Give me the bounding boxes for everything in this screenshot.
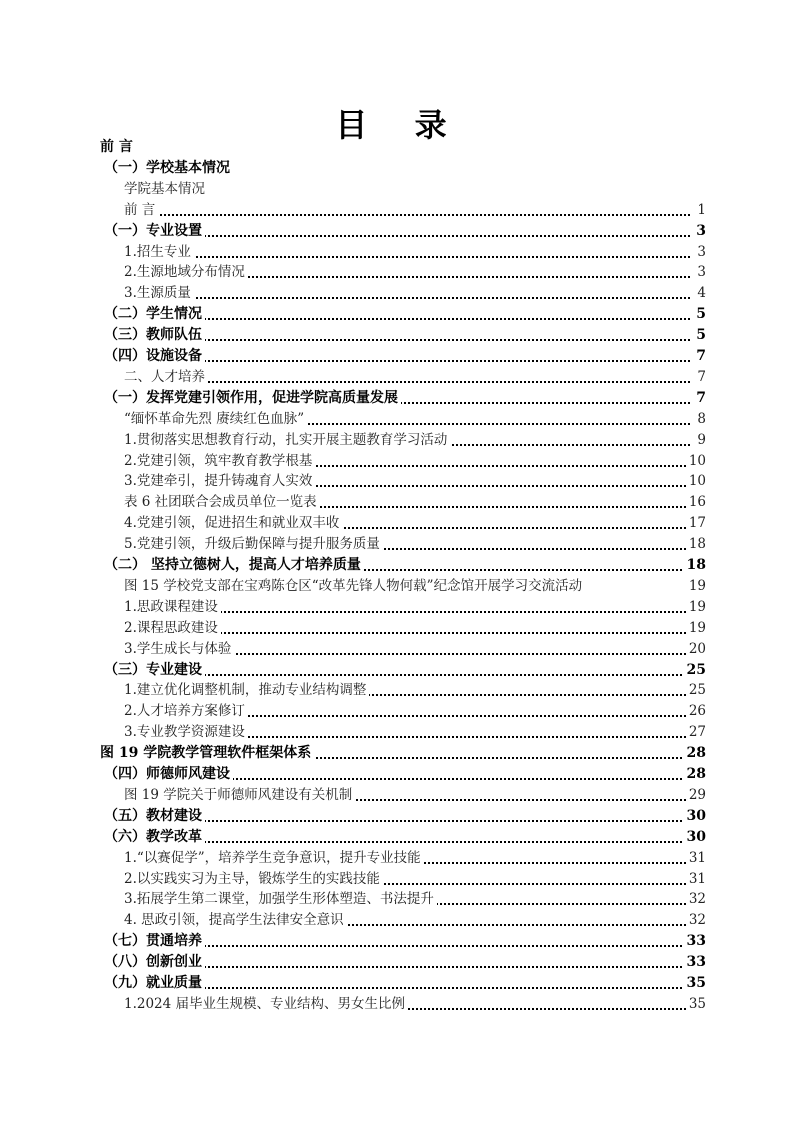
- toc-page-number: 19: [686, 576, 706, 597]
- toc-entry-title: 1.贯彻落实思想教育行动，扎实开展主题教育学习活动: [124, 430, 450, 451]
- toc-page-number: 28: [684, 764, 706, 785]
- toc-entry[interactable]: [0, 325, 800, 346]
- toc-entry[interactable]: [0, 555, 800, 576]
- toc-entry-title: （一）专业设置: [104, 221, 205, 242]
- toc-page-number: 28: [684, 743, 706, 764]
- toc-page-number: 3: [694, 262, 706, 283]
- toc-entry-title: （四）师德师风建设: [104, 764, 233, 785]
- toc-entry[interactable]: [0, 451, 800, 472]
- toc-page-number: 19: [686, 597, 706, 618]
- toc-page-number: 10: [686, 471, 706, 492]
- toc-page-number: 3: [693, 221, 706, 242]
- toc-page-number: 7: [694, 367, 706, 388]
- toc-page-number: 30: [684, 806, 706, 827]
- toc-entry-title: 学院基本情况: [124, 179, 208, 200]
- toc-entry[interactable]: [0, 680, 800, 701]
- toc-entry-title: 1.建立优化调整机制，推动专业结构调整: [124, 680, 369, 701]
- toc-entry-title: 图 19 学院关于师德师风建设有关机制: [124, 785, 355, 806]
- toc-entry-title: （三）专业建设: [104, 660, 205, 681]
- toc-page-number: 4: [694, 283, 706, 304]
- toc-entry[interactable]: [0, 889, 800, 910]
- toc-dot-leader: [124, 214, 690, 216]
- toc-entry-title: “缅怀革命先烈 赓续红色血脉”: [124, 409, 307, 430]
- toc-entry-title: （九）就业质量: [104, 973, 205, 994]
- toc-page-number: 31: [686, 869, 706, 890]
- toc-entry-title: （六）教学改革: [104, 827, 205, 848]
- toc-page-number: 18: [684, 555, 706, 576]
- toc-entry[interactable]: [0, 242, 800, 263]
- toc-entry-title: （二） 坚持立德树人，提高人才培养质量: [104, 555, 364, 576]
- toc-page-number: 33: [684, 931, 706, 952]
- toc-dot-leader: [124, 297, 690, 299]
- toc-entry[interactable]: [0, 597, 800, 618]
- toc-entry-title: （五）教材建设: [104, 806, 205, 827]
- toc-entry-title: 前 言: [124, 200, 158, 221]
- toc-entry[interactable]: [0, 367, 800, 388]
- toc-entry-title: 2.人才培养方案修订: [124, 701, 248, 722]
- toc-entry-title: 4. 思政引领，提高学生法律安全意识: [124, 910, 347, 931]
- toc-entry-title: 4.党建引领，促进招生和就业双丰收: [124, 513, 342, 534]
- toc-entry[interactable]: [0, 764, 800, 785]
- toc-entry[interactable]: [0, 618, 800, 639]
- toc-entry[interactable]: [0, 910, 800, 931]
- toc-entry[interactable]: [0, 848, 800, 869]
- toc-entry-title: （二）学生情况: [104, 304, 205, 325]
- toc-page-number: 1: [694, 200, 706, 221]
- toc-entry-title: 5.党建引领，升级后勤保障与提升服务质量: [124, 534, 383, 555]
- toc-page-number: 3: [694, 242, 706, 263]
- toc-page-number: 9: [694, 430, 706, 451]
- toc-entry-title: 3.拓展学生第二课堂，加强学生形体塑造、书法提升: [124, 889, 437, 910]
- toc-page-number: 31: [686, 848, 706, 869]
- toc-entry-title: 图 15 学校党支部在宝鸡陈仓区“改革先锋人物何载”纪念馆开展学习交流活动: [124, 576, 585, 597]
- toc-page-number: 35: [686, 994, 706, 1015]
- toc-entry-title: 表 6 社团联合会成员单位一览表: [124, 492, 320, 513]
- toc-page-number: 10: [686, 451, 706, 472]
- toc-entry[interactable]: [0, 388, 800, 409]
- toc-entry[interactable]: [0, 283, 800, 304]
- toc-entry-title: 2.以实践实习为主导，锻炼学生的实践技能: [124, 869, 383, 890]
- toc-page-number: 16: [686, 492, 706, 513]
- toc-dot-leader: [124, 381, 690, 383]
- toc-entry[interactable]: [0, 262, 800, 283]
- toc-entry-title: 2.课程思政建设: [124, 618, 221, 639]
- toc-entry[interactable]: [0, 722, 800, 743]
- page-title: 目 录: [335, 106, 465, 144]
- toc-entry-title: （七）贯通培养: [104, 931, 205, 952]
- toc-entry-title: （一）发挥党建引领作用，促进学院高质量发展: [104, 388, 401, 409]
- toc-entry-title: 1.“以赛促学”，培养学生竞争意识，提升专业技能: [124, 848, 424, 869]
- toc-page-number: 29: [686, 785, 706, 806]
- toc-entry-title: 1.2024 届毕业生规模、专业结构、男女生比例: [124, 994, 408, 1015]
- toc-entry-title: 3.党建牵引，提升铸魂育人实效: [124, 471, 315, 492]
- toc-entry-title: （八）创新创业: [104, 952, 205, 973]
- toc-entry[interactable]: [0, 346, 800, 367]
- toc-entry[interactable]: [0, 200, 800, 221]
- toc-entry-title: 1.招生专业: [124, 242, 194, 263]
- toc-entry[interactable]: [0, 471, 800, 492]
- toc-page-number: 19: [686, 618, 706, 639]
- toc-entry[interactable]: [0, 701, 800, 722]
- toc-page-number: 18: [686, 534, 706, 555]
- toc-entry-title: 3.学生成长与体验: [124, 639, 234, 660]
- toc-entry[interactable]: [0, 430, 800, 451]
- toc-entry[interactable]: [0, 179, 800, 200]
- toc-page-number: 7: [693, 346, 706, 367]
- toc-page-number: 8: [694, 409, 706, 430]
- toc-entry[interactable]: [0, 785, 800, 806]
- toc-page-number: 25: [686, 680, 706, 701]
- toc-page-number: 27: [686, 722, 706, 743]
- toc-entry-title: 前 言: [100, 137, 136, 158]
- toc-entry-title: 二、人才培养: [124, 367, 208, 388]
- toc-entry-title: （一）学校基本情况: [104, 158, 233, 179]
- toc-entry[interactable]: [0, 827, 800, 848]
- toc-entry[interactable]: [0, 137, 800, 158]
- toc-entry[interactable]: [0, 973, 800, 994]
- toc-entry-title: （四）设施设备: [104, 346, 205, 367]
- toc-page-number: 5: [693, 325, 706, 346]
- toc-entry[interactable]: [0, 158, 800, 179]
- toc-page-number: 5: [693, 304, 706, 325]
- toc-page-number: 30: [684, 827, 706, 848]
- toc-page-number: 20: [686, 639, 706, 660]
- toc-page-number: 26: [686, 701, 706, 722]
- toc-page-number: 32: [686, 889, 706, 910]
- toc-entry-title: 2.党建引领，筑牢教育教学根基: [124, 451, 315, 472]
- toc-page-number: 32: [686, 910, 706, 931]
- toc-entry[interactable]: [0, 513, 800, 534]
- toc-entry[interactable]: [0, 534, 800, 555]
- toc-entry[interactable]: [0, 639, 800, 660]
- toc-page-number: 33: [684, 952, 706, 973]
- toc-entry[interactable]: [0, 221, 800, 242]
- toc-entry[interactable]: [0, 304, 800, 325]
- toc-entry-title: 3.专业教学资源建设: [124, 722, 248, 743]
- toc-entry[interactable]: [0, 931, 800, 952]
- table-of-contents: [0, 137, 800, 1037]
- toc-entry[interactable]: [0, 492, 800, 513]
- toc-page-number: 25: [684, 660, 706, 681]
- toc-entry[interactable]: [0, 952, 800, 973]
- toc-entry-title: 2.生源地域分布情况: [124, 262, 248, 283]
- toc-page-number: 17: [686, 513, 706, 534]
- toc-entry-title: 图 19 学院教学管理软件框架体系: [100, 743, 314, 764]
- toc-entry[interactable]: [0, 869, 800, 890]
- toc-entry[interactable]: [0, 994, 800, 1015]
- toc-entry[interactable]: [0, 576, 800, 597]
- toc-entry-title: 1.思政课程建设: [124, 597, 221, 618]
- toc-entry-title: 3.生源质量: [124, 283, 194, 304]
- toc-entry[interactable]: [0, 806, 800, 827]
- toc-entry-title: （三）教师队伍: [104, 325, 205, 346]
- toc-entry[interactable]: [0, 743, 800, 764]
- toc-entry[interactable]: [0, 660, 800, 681]
- toc-entry[interactable]: [0, 409, 800, 430]
- toc-page-number: 7: [693, 388, 706, 409]
- toc-dot-leader: [124, 256, 690, 258]
- toc-page-number: 35: [684, 973, 706, 994]
